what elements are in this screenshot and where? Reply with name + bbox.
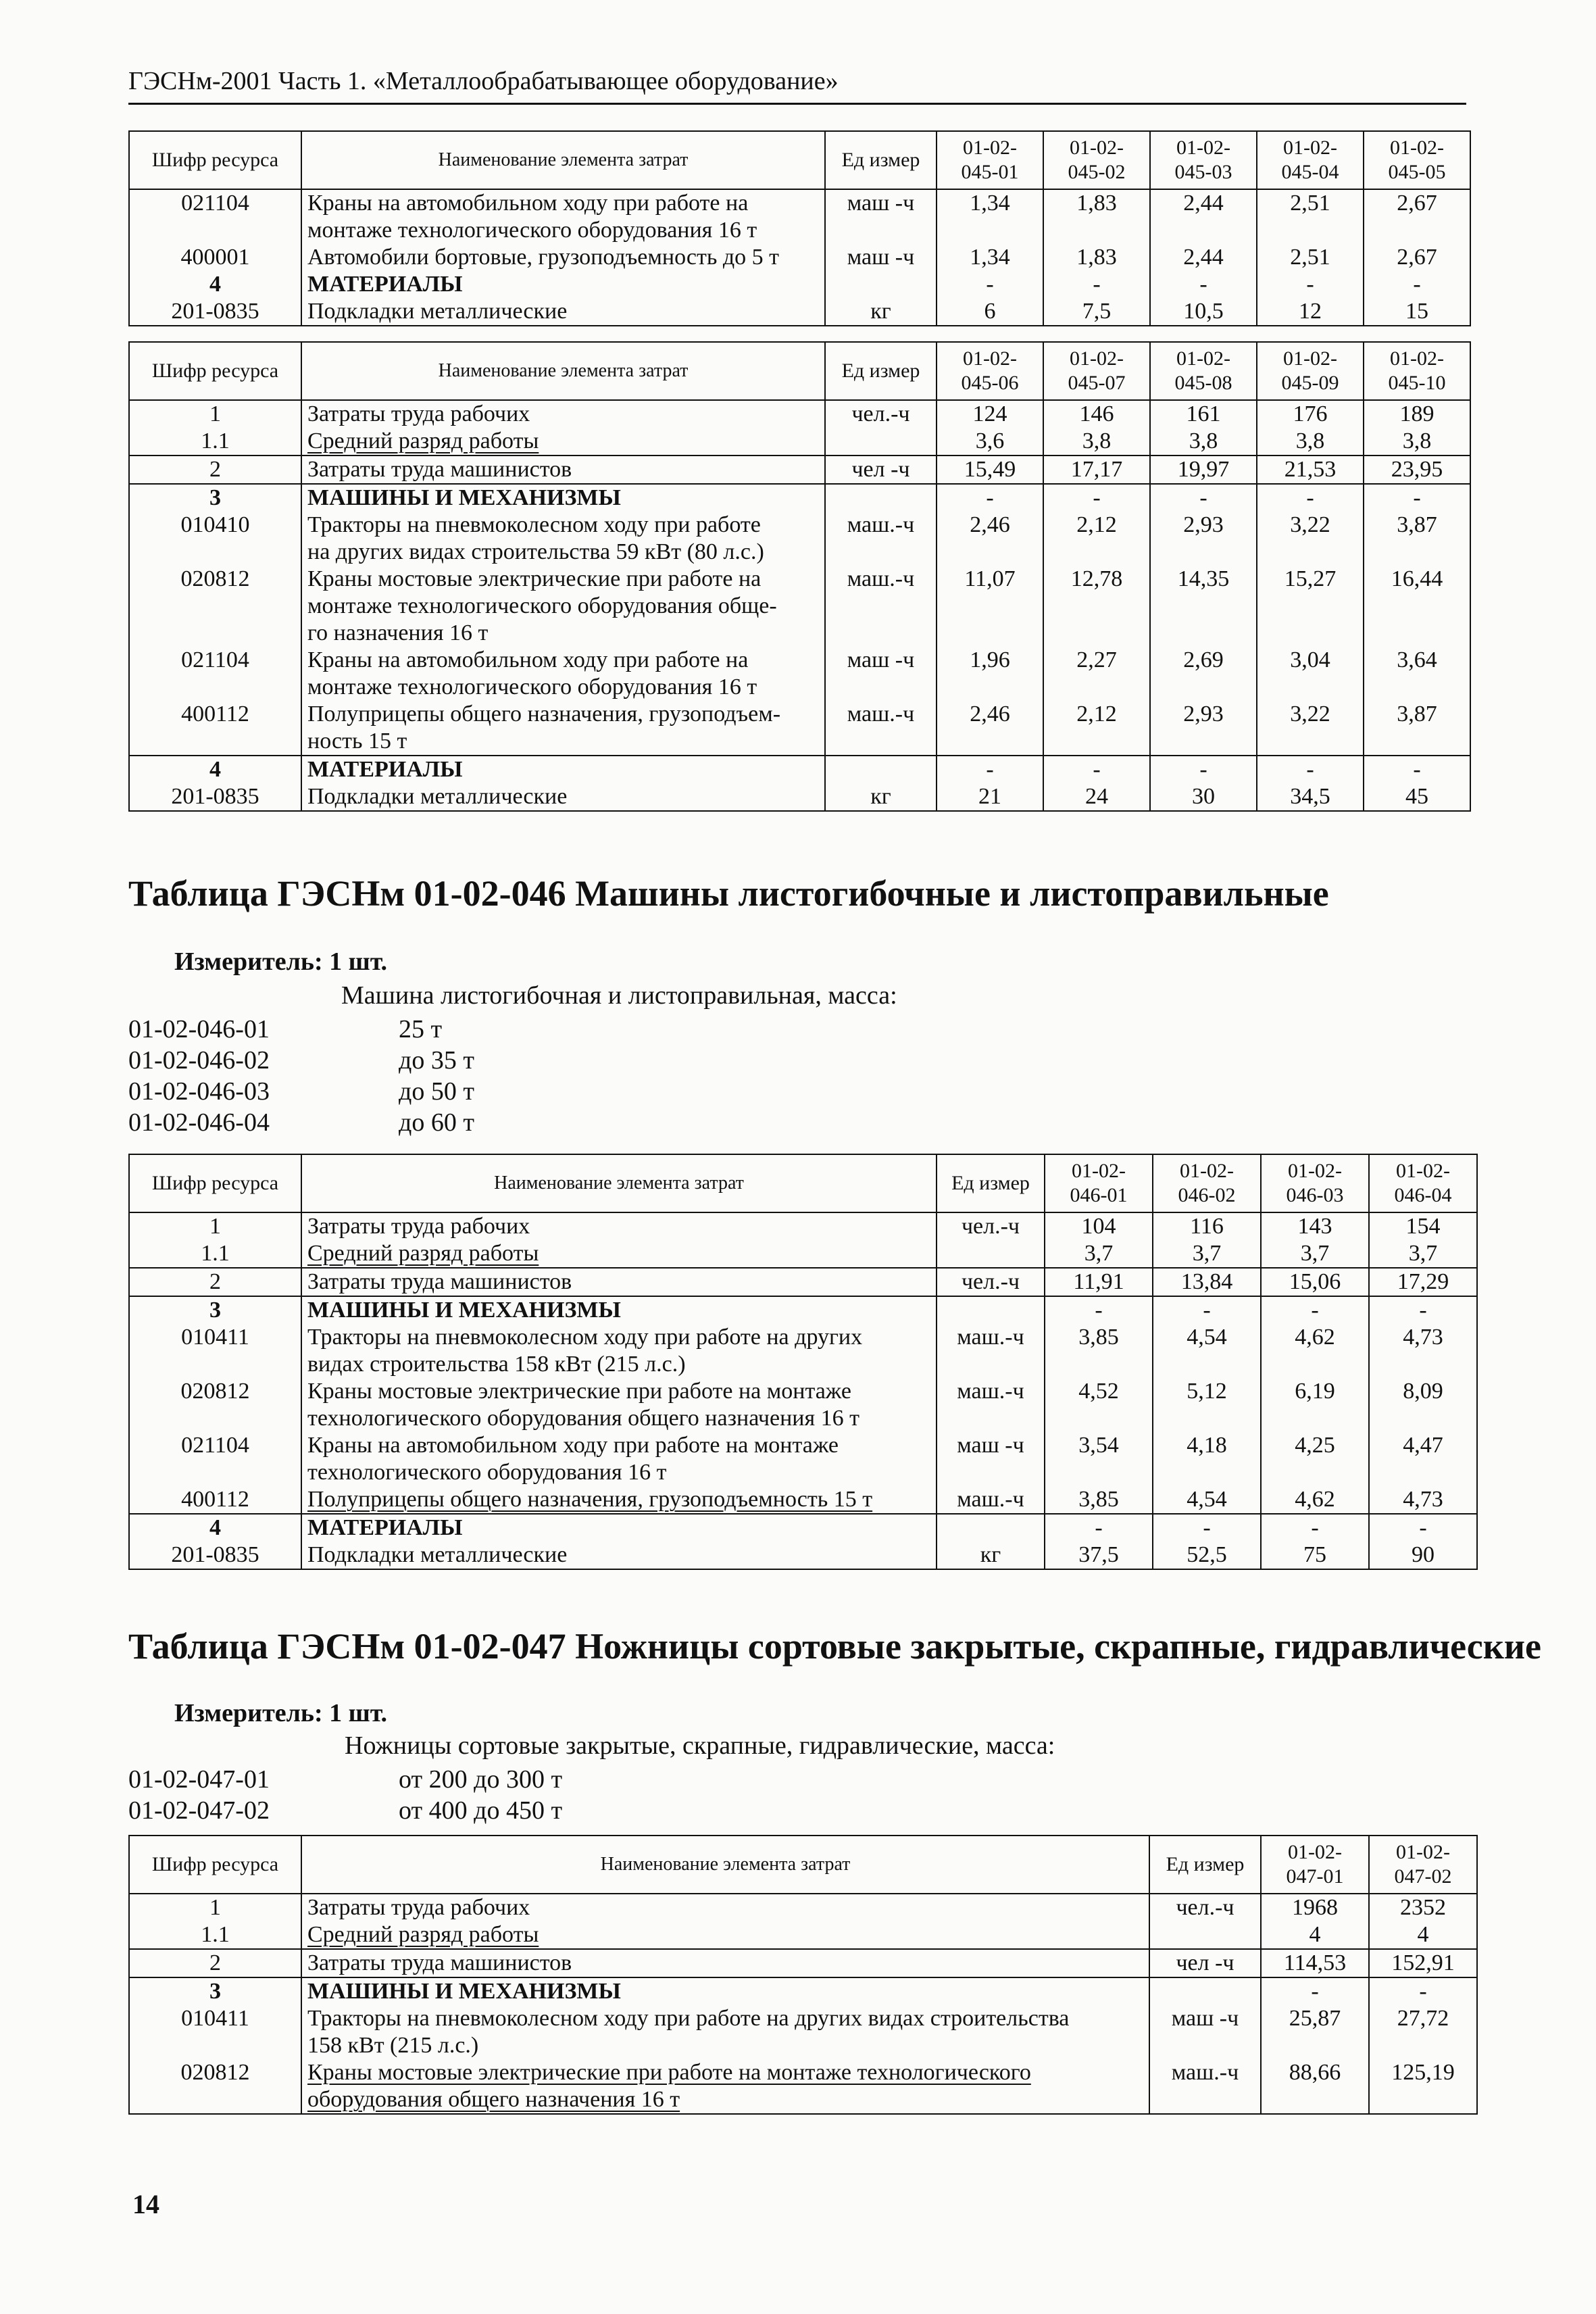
cell-cost-element: Тракторы на пневмоколесном ходу при работе на других видах строительства 59 кВт (80 л.с.): [301, 512, 825, 566]
cell-value: 3,87: [1364, 701, 1470, 756]
cell-value: 1,96: [937, 647, 1043, 701]
table-row: [129, 1212, 1477, 1240]
cell-value: -: [1043, 271, 1150, 298]
header-norm-code: 01-02- 046-02: [1153, 1154, 1261, 1212]
cell-value: 189: [1364, 400, 1470, 428]
cell-value: 4,54: [1153, 1324, 1261, 1378]
table-row: [129, 1894, 1477, 1921]
cell-value: 52,5: [1153, 1542, 1261, 1569]
cell-value: -: [1261, 1514, 1369, 1542]
cell-value: 4,47: [1369, 1432, 1477, 1486]
header-norm-code: 01-02- 045-09: [1257, 342, 1364, 400]
cell-resource-code: 2: [129, 1949, 301, 1977]
cell-value: -: [1150, 484, 1257, 512]
cell-value: -: [1369, 1296, 1477, 1324]
cell-resource-code: 020812: [129, 566, 301, 647]
cell-unit: [1149, 1921, 1261, 1949]
cell-value: 114,53: [1261, 1949, 1369, 1977]
cell-value: 24: [1043, 783, 1150, 811]
cell-value: 2,12: [1043, 512, 1150, 566]
cell-value: 30: [1150, 783, 1257, 811]
description-046: Машина листогибочная и листоправильная, масса:: [341, 981, 897, 1010]
cell-value: 3,7: [1045, 1240, 1153, 1268]
cell-resource-code: 201-0835: [129, 298, 301, 326]
header-norm-code: 01-02- 047-02: [1369, 1836, 1477, 1894]
table-row: [129, 566, 1470, 647]
cell-cost-element: Тракторы на пневмоколесном ходу при работе на других видах строительства 158 кВт (215 л.с.): [301, 2005, 1149, 2059]
meter-value: 1 шт.: [329, 947, 388, 976]
cell-resource-code: 1.1: [129, 1240, 301, 1268]
cell-resource-code: 1.1: [129, 1921, 301, 1949]
cell-value: -: [1261, 1977, 1369, 2005]
cell-unit: [825, 484, 937, 512]
table-header-row: [129, 1836, 1477, 1894]
cell-cost-element: Средний разряд работы: [301, 428, 825, 456]
section-title-047: Таблица ГЭСНм 01-02-047 Ножницы сортовые закрытые, скрапные, гидравлические: [128, 1626, 1541, 1667]
header-norm-code: 01-02- 045-05: [1364, 131, 1470, 189]
cell-value: 4: [1369, 1921, 1477, 1949]
cell-value: 75: [1261, 1542, 1369, 1569]
cell-cost-element: Затраты труда машинистов: [301, 456, 825, 484]
cell-value: 37,5: [1045, 1542, 1153, 1569]
cell-cost-element: Полуприцепы общего назначения, грузоподъем- ность 15 т: [301, 701, 825, 756]
cell-value: 8,09: [1369, 1378, 1477, 1432]
cell-value: 34,5: [1257, 783, 1364, 811]
header-norm-code: 01-02- 045-04: [1257, 131, 1364, 189]
cell-value: 4,25: [1261, 1432, 1369, 1486]
cell-value: 1,34: [937, 244, 1043, 271]
cell-value: 2,69: [1150, 647, 1257, 701]
cell-value: -: [1257, 484, 1364, 512]
cell-cost-element: Средний разряд работы: [301, 1921, 1149, 1949]
cell-value: 14,35: [1150, 566, 1257, 647]
cell-unit: маш -ч: [825, 244, 937, 271]
cell-value: 146: [1043, 400, 1150, 428]
header-unit: Ед измер: [1149, 1836, 1261, 1894]
cell-value: 7,5: [1043, 298, 1150, 326]
cell-cost-element: Краны на автомобильном ходу при работе на монтаже технологического оборудования 16 т: [301, 189, 825, 244]
cell-cost-element: МАТЕРИАЛЫ: [301, 756, 825, 783]
table-header-row: [129, 342, 1470, 400]
cell-value: 3,6: [937, 428, 1043, 456]
table-row: [129, 1486, 1477, 1514]
cell-resource-code: 1: [129, 1894, 301, 1921]
cell-resource-code: 1.1: [129, 428, 301, 456]
cell-cost-element: Автомобили бортовые, грузоподъемность до 5 т: [301, 244, 825, 271]
cell-value: 2,67: [1364, 244, 1470, 271]
cell-unit: маш.-ч: [937, 1378, 1045, 1432]
cell-resource-code: 3: [129, 484, 301, 512]
table-row: [129, 1949, 1477, 1977]
cell-value: 124: [937, 400, 1043, 428]
cell-value: 1,83: [1043, 189, 1150, 244]
header-name: Наименование элемента затрат: [301, 1154, 937, 1212]
cell-resource-code: 3: [129, 1296, 301, 1324]
cell-unit: [937, 1240, 1045, 1268]
table-row: [129, 1542, 1477, 1569]
cell-unit: чел -ч: [825, 456, 937, 484]
cell-unit: [1149, 1977, 1261, 2005]
cell-value: 2,67: [1364, 189, 1470, 244]
running-header: ГЭСНм-2001 Часть 1. «Металлообрабатывающее оборудование»: [128, 66, 1466, 105]
cell-resource-code: 021104: [129, 647, 301, 701]
cell-resource-code: 400112: [129, 1486, 301, 1514]
cell-value: 4,73: [1369, 1486, 1477, 1514]
cell-value: 10,5: [1150, 298, 1257, 326]
cell-cost-element: МАШИНЫ И МЕХАНИЗМЫ: [301, 484, 825, 512]
variant-row: 01-02-047-02 от 400 до 450 т: [128, 1796, 563, 1825]
cell-value: 176: [1257, 400, 1364, 428]
cell-value: 17,17: [1043, 456, 1150, 484]
cell-value: -: [937, 271, 1043, 298]
cell-value: 161: [1150, 400, 1257, 428]
cell-unit: маш.-ч: [825, 566, 937, 647]
page-number: 14: [132, 2189, 159, 2219]
cell-value: 2,93: [1150, 512, 1257, 566]
resource-table-046: [128, 1154, 1478, 1570]
cell-value: -: [1369, 1977, 1477, 2005]
cell-cost-element: Затраты труда рабочих: [301, 400, 825, 428]
cell-value: 12,78: [1043, 566, 1150, 647]
cell-value: -: [1257, 271, 1364, 298]
table-row: [129, 484, 1470, 512]
meter-label: Измеритель:: [174, 1699, 323, 1727]
cell-value: 3,8: [1150, 428, 1257, 456]
meter-label: Измеритель:: [174, 947, 323, 976]
cell-resource-code: 2: [129, 456, 301, 484]
cell-value: 15,27: [1257, 566, 1364, 647]
cell-unit: кг: [825, 783, 937, 811]
section-title-046: Таблица ГЭСНм 01-02-046 Машины листогибочные и листоправильные: [128, 873, 1329, 914]
cell-value: 125,19: [1369, 2059, 1477, 2114]
table-row: [129, 428, 1470, 456]
cell-value: 15: [1364, 298, 1470, 326]
table-row: [129, 647, 1470, 701]
table-row: [129, 189, 1470, 244]
cell-cost-element: МАШИНЫ И МЕХАНИЗМЫ: [301, 1296, 937, 1324]
header-norm-code: 01-02- 045-06: [937, 342, 1043, 400]
cell-value: 3,7: [1369, 1240, 1477, 1268]
cell-cost-element: Краны мостовые электрические при работе на монтаже технологического оборудования общего назначения 16 т: [301, 2059, 1149, 2114]
cell-resource-code: 010411: [129, 2005, 301, 2059]
table-header-row: [129, 1154, 1477, 1212]
cell-value: 2,27: [1043, 647, 1150, 701]
resource-table-045-part1: [128, 130, 1471, 326]
cell-unit: [825, 756, 937, 783]
variant-list-047: [128, 1764, 562, 1826]
cell-resource-code: 4: [129, 271, 301, 298]
header-code: Шифр ресурса: [129, 1154, 301, 1212]
cell-value: 2,51: [1257, 189, 1364, 244]
cell-value: -: [1043, 756, 1150, 783]
cell-unit: чел.-ч: [937, 1268, 1045, 1296]
cell-value: 88,66: [1261, 2059, 1369, 2114]
cell-unit: чел -ч: [1149, 1949, 1261, 1977]
cell-value: 3,22: [1257, 701, 1364, 756]
cell-cost-element: МАТЕРИАЛЫ: [301, 1514, 937, 1542]
cell-resource-code: 1: [129, 400, 301, 428]
cell-value: -: [1153, 1296, 1261, 1324]
header-code: Шифр ресурса: [129, 342, 301, 400]
table-row: [129, 1268, 1477, 1296]
cell-value: 6: [937, 298, 1043, 326]
header-name: Наименование элемента затрат: [301, 1836, 1149, 1894]
cell-value: 45: [1364, 783, 1470, 811]
cell-cost-element: Краны мостовые электрические при работе на монтаже технологического оборудования обще- го назначения 16 т: [301, 566, 825, 647]
cell-resource-code: 021104: [129, 189, 301, 244]
cell-resource-code: 020812: [129, 2059, 301, 2114]
cell-value: -: [937, 756, 1043, 783]
header-code: Шифр ресурса: [129, 131, 301, 189]
cell-value: -: [1364, 271, 1470, 298]
table-row: [129, 1921, 1477, 1949]
header-unit: Ед измер: [825, 342, 937, 400]
cell-cost-element: МАШИНЫ И МЕХАНИЗМЫ: [301, 1977, 1149, 2005]
cell-value: 3,8: [1043, 428, 1150, 456]
cell-value: 2,93: [1150, 701, 1257, 756]
cell-resource-code: 010411: [129, 1324, 301, 1378]
header-unit: Ед измер: [825, 131, 937, 189]
cell-value: 5,12: [1153, 1378, 1261, 1432]
cell-cost-element: Подкладки металлические: [301, 298, 825, 326]
cell-value: 21,53: [1257, 456, 1364, 484]
cell-value: 25,87: [1261, 2005, 1369, 2059]
header-norm-code: 01-02- 045-01: [937, 131, 1043, 189]
cell-value: 2,44: [1150, 244, 1257, 271]
table-row: [129, 1296, 1477, 1324]
meter-046: [174, 946, 387, 977]
cell-value: 90: [1369, 1542, 1477, 1569]
cell-unit: маш.-ч: [1149, 2059, 1261, 2114]
resource-table-047: [128, 1835, 1478, 2115]
description-047: Ножницы сортовые закрытые, скрапные, гидравлические, масса:: [345, 1731, 1055, 1760]
cell-value: -: [1364, 756, 1470, 783]
header-name: Наименование элемента затрат: [301, 131, 825, 189]
cell-cost-element: Подкладки металлические: [301, 783, 825, 811]
cell-resource-code: 201-0835: [129, 1542, 301, 1569]
cell-value: 4,73: [1369, 1324, 1477, 1378]
cell-cost-element: Краны на автомобильном ходу при работе на монтаже технологического оборудования 16 т: [301, 1432, 937, 1486]
header-norm-code: 01-02- 046-03: [1261, 1154, 1369, 1212]
cell-value: 2352: [1369, 1894, 1477, 1921]
cell-unit: маш -ч: [937, 1432, 1045, 1486]
cell-value: -: [1045, 1296, 1153, 1324]
cell-cost-element: Краны на автомобильном ходу при работе на монтаже технологического оборудования 16 т: [301, 647, 825, 701]
cell-resource-code: 1: [129, 1212, 301, 1240]
cell-resource-code: 010410: [129, 512, 301, 566]
cell-value: 2,51: [1257, 244, 1364, 271]
cell-resource-code: 021104: [129, 1432, 301, 1486]
table-row: [129, 1378, 1477, 1432]
cell-cost-element: Затраты труда машинистов: [301, 1268, 937, 1296]
table-row: [129, 2005, 1477, 2059]
cell-resource-code: 201-0835: [129, 783, 301, 811]
cell-value: 2,12: [1043, 701, 1150, 756]
header-norm-code: 01-02- 045-10: [1364, 342, 1470, 400]
cell-value: 154: [1369, 1212, 1477, 1240]
header-norm-code: 01-02- 046-04: [1369, 1154, 1477, 1212]
cell-value: -: [1257, 756, 1364, 783]
cell-cost-element: Затраты труда рабочих: [301, 1894, 1149, 1921]
cell-resource-code: 3: [129, 1977, 301, 2005]
cell-unit: [937, 1514, 1045, 1542]
cell-unit: чел.-ч: [825, 400, 937, 428]
table-row: [129, 456, 1470, 484]
table-row: [129, 2059, 1477, 2114]
cell-value: 12: [1257, 298, 1364, 326]
cell-value: 11,91: [1045, 1268, 1153, 1296]
cell-value: 4,62: [1261, 1486, 1369, 1514]
cell-value: -: [1153, 1514, 1261, 1542]
header-norm-code: 01-02- 047-01: [1261, 1836, 1369, 1894]
variant-row: 01-02-046-04 до 60 т: [128, 1108, 474, 1137]
cell-value: 3,54: [1045, 1432, 1153, 1486]
cell-value: 3,22: [1257, 512, 1364, 566]
table-row: [129, 271, 1470, 298]
cell-unit: маш.-ч: [937, 1486, 1045, 1514]
cell-value: 3,7: [1261, 1240, 1369, 1268]
cell-value: 27,72: [1369, 2005, 1477, 2059]
cell-value: 3,85: [1045, 1324, 1153, 1378]
cell-unit: маш.-ч: [937, 1324, 1045, 1378]
resource-table-045-part2: [128, 341, 1471, 812]
table-row: [129, 756, 1470, 783]
cell-resource-code: 400112: [129, 701, 301, 756]
cell-value: 4,62: [1261, 1324, 1369, 1378]
cell-value: 21: [937, 783, 1043, 811]
table-row: [129, 244, 1470, 271]
cell-resource-code: 4: [129, 756, 301, 783]
cell-value: 2,44: [1150, 189, 1257, 244]
variant-row: 01-02-046-03 до 50 т: [128, 1077, 474, 1106]
header-unit: Ед измер: [937, 1154, 1045, 1212]
cell-value: -: [1369, 1514, 1477, 1542]
cell-unit: [937, 1296, 1045, 1324]
header-norm-code: 01-02- 045-07: [1043, 342, 1150, 400]
cell-value: 116: [1153, 1212, 1261, 1240]
cell-unit: кг: [937, 1542, 1045, 1569]
header-norm-code: 01-02- 045-08: [1150, 342, 1257, 400]
cell-value: -: [1150, 756, 1257, 783]
cell-unit: кг: [825, 298, 937, 326]
cell-value: 23,95: [1364, 456, 1470, 484]
cell-value: 143: [1261, 1212, 1369, 1240]
cell-value: 15,49: [937, 456, 1043, 484]
cell-unit: маш.-ч: [825, 512, 937, 566]
cell-value: 4,54: [1153, 1486, 1261, 1514]
cell-resource-code: 400001: [129, 244, 301, 271]
cell-cost-element: Тракторы на пневмоколесном ходу при работе на других видах строительства 158 кВт (215 л.с.): [301, 1324, 937, 1378]
cell-value: -: [1364, 484, 1470, 512]
cell-resource-code: 020812: [129, 1378, 301, 1432]
cell-value: 3,64: [1364, 647, 1470, 701]
cell-value: 11,07: [937, 566, 1043, 647]
cell-value: 4,18: [1153, 1432, 1261, 1486]
cell-value: 4: [1261, 1921, 1369, 1949]
table-row: [129, 298, 1470, 326]
cell-unit: маш -ч: [1149, 2005, 1261, 2059]
cell-value: 19,97: [1150, 456, 1257, 484]
variant-row: 01-02-046-02 до 35 т: [128, 1046, 474, 1075]
cell-value: 3,04: [1257, 647, 1364, 701]
cell-value: 3,8: [1257, 428, 1364, 456]
cell-value: -: [1150, 271, 1257, 298]
cell-cost-element: Полуприцепы общего назначения, грузоподъемность 15 т: [301, 1486, 937, 1514]
cell-value: 16,44: [1364, 566, 1470, 647]
header-norm-code: 01-02- 045-03: [1150, 131, 1257, 189]
cell-value: 13,84: [1153, 1268, 1261, 1296]
table-row: [129, 512, 1470, 566]
table-row: [129, 701, 1470, 756]
cell-resource-code: 4: [129, 1514, 301, 1542]
cell-cost-element: Краны мостовые электрические при работе на монтаже технологического оборудования общего назначения 16 т: [301, 1378, 937, 1432]
cell-resource-code: 2: [129, 1268, 301, 1296]
cell-value: -: [1043, 484, 1150, 512]
header-norm-code: 01-02- 045-02: [1043, 131, 1150, 189]
table-row: [129, 400, 1470, 428]
meter-047: [174, 1698, 387, 1729]
cell-value: 3,85: [1045, 1486, 1153, 1514]
cell-value: 4,52: [1045, 1378, 1153, 1432]
cell-value: 2,46: [937, 701, 1043, 756]
cell-cost-element: Затраты труда рабочих: [301, 1212, 937, 1240]
cell-unit: [825, 271, 937, 298]
cell-value: 1968: [1261, 1894, 1369, 1921]
cell-value: -: [937, 484, 1043, 512]
variant-list-046: [128, 1014, 474, 1138]
table-header-row: [129, 131, 1470, 189]
table-row: [129, 783, 1470, 811]
cell-cost-element: МАТЕРИАЛЫ: [301, 271, 825, 298]
cell-value: 1,34: [937, 189, 1043, 244]
cell-unit: чел.-ч: [1149, 1894, 1261, 1921]
table-row: [129, 1432, 1477, 1486]
header-name: Наименование элемента затрат: [301, 342, 825, 400]
cell-unit: маш -ч: [825, 189, 937, 244]
header-norm-code: 01-02- 046-01: [1045, 1154, 1153, 1212]
cell-value: 3,8: [1364, 428, 1470, 456]
cell-value: 15,06: [1261, 1268, 1369, 1296]
header-code: Шифр ресурса: [129, 1836, 301, 1894]
cell-unit: маш -ч: [825, 647, 937, 701]
table-row: [129, 1514, 1477, 1542]
cell-value: 3,7: [1153, 1240, 1261, 1268]
cell-value: -: [1261, 1296, 1369, 1324]
cell-value: 17,29: [1369, 1268, 1477, 1296]
cell-cost-element: Подкладки металлические: [301, 1542, 937, 1569]
cell-value: 3,87: [1364, 512, 1470, 566]
variant-row: 01-02-046-01 25 т: [128, 1015, 443, 1043]
cell-unit: маш.-ч: [825, 701, 937, 756]
cell-value: -: [1045, 1514, 1153, 1542]
cell-unit: чел.-ч: [937, 1212, 1045, 1240]
cell-value: 2,46: [937, 512, 1043, 566]
table-row: [129, 1324, 1477, 1378]
meter-value: 1 шт.: [329, 1699, 388, 1727]
variant-row: 01-02-047-01 от 200 до 300 т: [128, 1765, 563, 1794]
table-row: [129, 1977, 1477, 2005]
cell-cost-element: Затраты труда машинистов: [301, 1949, 1149, 1977]
table-row: [129, 1240, 1477, 1268]
cell-value: 6,19: [1261, 1378, 1369, 1432]
cell-unit: [825, 428, 937, 456]
cell-value: 1,83: [1043, 244, 1150, 271]
cell-value: 152,91: [1369, 1949, 1477, 1977]
cell-cost-element: Средний разряд работы: [301, 1240, 937, 1268]
cell-value: 104: [1045, 1212, 1153, 1240]
